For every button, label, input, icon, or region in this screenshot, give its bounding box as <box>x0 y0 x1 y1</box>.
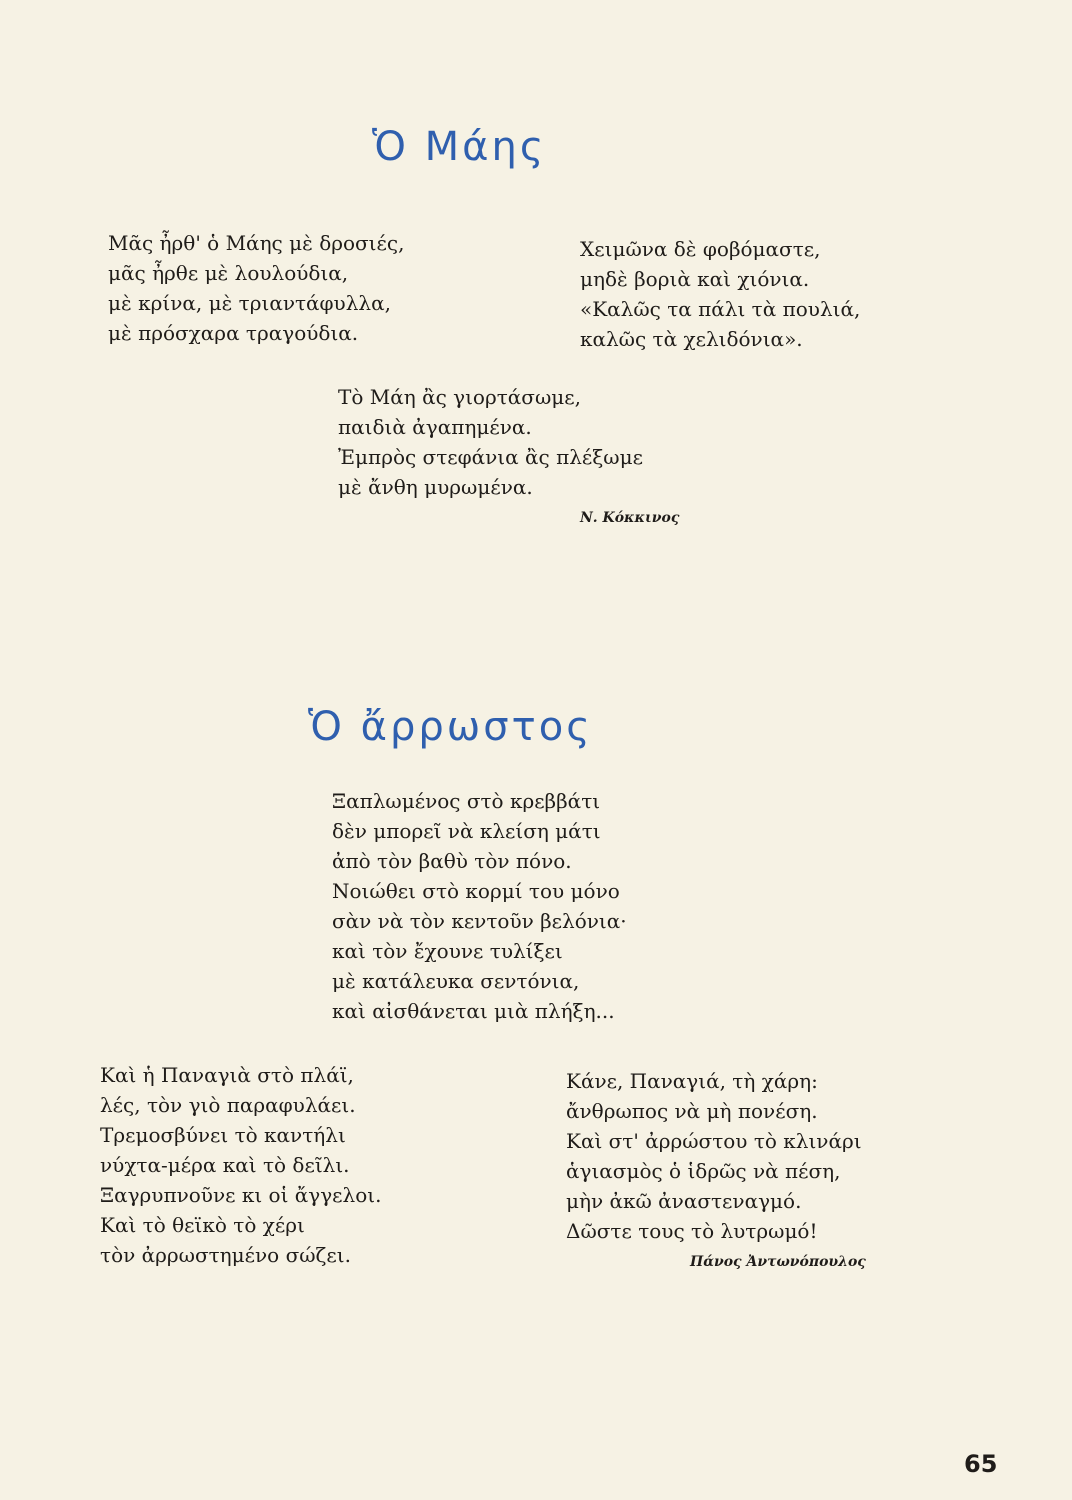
stanza-mais-2 <box>580 234 860 354</box>
poem-line: καὶ αἰσθάνεται μιὰ πλήξη... <box>332 999 615 1023</box>
poem-line: Ξαπλωμένος στὸ κρεββάτι <box>332 789 601 813</box>
author-kokkinos: Ν. Κόκκινος <box>580 510 680 526</box>
poem-line: ἄνθρωπος νὰ μὴ πονέση. <box>566 1099 818 1123</box>
poem-line: «Καλῶς τα πάλι τὰ πουλιά, <box>580 297 861 321</box>
poem-line: μὲ κρίνα, μὲ τριαντάφυλλα, <box>108 291 391 315</box>
poem-line: τὸν ἀρρωστημένο σώζει. <box>100 1243 351 1267</box>
poem-line: Τὸ Μάη ἂς γιορτάσωμε, <box>338 385 581 409</box>
poem-line: μὲ ἄνθη μυρωμένα. <box>338 475 533 499</box>
stanza-arrostos-3 <box>566 1066 862 1246</box>
poem-line: Δῶστε τους τὸ λυτρωμό! <box>566 1219 818 1243</box>
page-number: 65 <box>964 1450 998 1478</box>
stanza-mais-3 <box>338 382 643 502</box>
poem-line: Καὶ τὸ θεϊκὸ τὸ χέρι <box>100 1213 305 1237</box>
poem-line: ἁγιασμὸς ὁ ἱδρῶς νὰ πέση, <box>566 1159 841 1183</box>
poem-line: μᾶς ἦρθε μὲ λουλούδια, <box>108 261 349 285</box>
poem-line: Κάνε, Παναγιά, τὴ χάρη: <box>566 1069 818 1093</box>
poem-line: Ἐμπρὸς στεφάνια ἂς πλέξωμε <box>338 445 643 469</box>
poem-line: δὲν μπορεῖ νὰ κλείση μάτι <box>332 819 601 843</box>
poem-line: Ξαγρυπνοῦνε κι οἱ ἄγγελοι. <box>100 1183 382 1207</box>
poem-line: Καὶ στ' ἀρρώστου τὸ κλινάρι <box>566 1129 862 1153</box>
poem-line: Νοιώθει στὸ κορμί του μόνο <box>332 879 620 903</box>
poem-line: Τρεμοσβύνει τὸ καντήλι <box>100 1123 346 1147</box>
poem-title-mais: Ὁ Μάης <box>372 124 547 170</box>
poem-title-arrostos: Ὁ ἄρρωστος <box>308 704 593 750</box>
stanza-arrostos-1 <box>332 786 627 1026</box>
poem-line: λές, τὸν γιὸ παραφυλάει. <box>100 1093 356 1117</box>
poem-line: καὶ τὸν ἔχουνε τυλίξει <box>332 939 563 963</box>
poem-line: παιδιὰ ἀγαπημένα. <box>338 415 532 439</box>
poem-line: σὰν νὰ τὸν κεντοῦν βελόνια· <box>332 909 627 933</box>
stanza-arrostos-2 <box>100 1060 381 1270</box>
poem-line: Μᾶς ἦρθ' ὁ Μάης μὲ δροσιές, <box>108 231 405 255</box>
poem-line: μὲ κατάλευκα σεντόνια, <box>332 969 580 993</box>
stanza-mais-1 <box>108 228 404 348</box>
poem-line: νύχτα-μέρα καὶ τὸ δεῖλι. <box>100 1153 350 1177</box>
poem-line: Χειμῶνα δὲ φοβόμαστε, <box>580 237 821 261</box>
author-antonopoulos: Πάνος Ἀντωνόπουλος <box>690 1254 866 1270</box>
poem-line: μηδὲ βοριὰ καὶ χιόνια. <box>580 267 810 291</box>
poem-line: καλῶς τὰ χελιδόνια». <box>580 327 803 351</box>
poem-line: Καὶ ἡ Παναγιὰ στὸ πλάϊ, <box>100 1063 354 1087</box>
poem-line: ἀπὸ τὸν βαθὺ τὸν πόνο. <box>332 849 572 873</box>
poem-line: μὴν ἀκῶ ἀναστεναγμό. <box>566 1189 802 1213</box>
poem-line: μὲ πρόσχαρα τραγούδια. <box>108 321 359 345</box>
